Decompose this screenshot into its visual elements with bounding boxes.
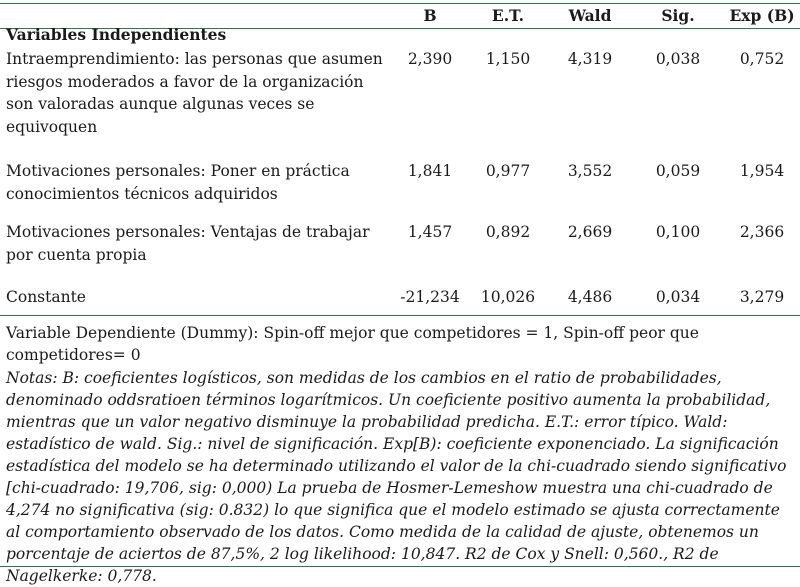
- header-b: B: [423, 6, 437, 25]
- row-3-b: -21,234: [400, 288, 460, 306]
- header-wald: Wald: [568, 6, 612, 25]
- row-2-et: 0,892: [485, 223, 531, 241]
- header-sig: Sig.: [661, 6, 695, 25]
- row-1-b: 1,841: [407, 162, 453, 180]
- row-2-sig: 0,100: [655, 223, 701, 241]
- table-top-rule: [0, 3, 800, 4]
- row-3-et: 10,026: [480, 288, 536, 306]
- row-3-wald: 4,486: [567, 288, 613, 306]
- row-1-et: 0,977: [485, 162, 531, 180]
- row-2-exp: 2,366: [739, 223, 785, 241]
- table-body-rule: [0, 315, 800, 316]
- row-2-wald: 2,669: [567, 223, 613, 241]
- row-3-exp: 3,279: [739, 288, 785, 306]
- row-0-sig: 0,038: [655, 50, 701, 68]
- row-2-b: 1,457: [407, 223, 453, 241]
- row-1-exp: 1,954: [739, 162, 785, 180]
- row-0-wald: 4,319: [567, 50, 613, 68]
- row-1-wald: 3,552: [567, 162, 613, 180]
- row-3-sig: 0,034: [655, 288, 701, 306]
- row-0-exp: 0,752: [739, 50, 785, 68]
- section-title: Variables Independientes: [6, 25, 227, 44]
- row-1-sig: 0,059: [655, 162, 701, 180]
- header-exp-b: Exp (B): [729, 6, 795, 25]
- row-label-intraemprendimiento: Intraemprendimiento: las personas que asumen riesgos moderados a favor de la organización son valoradas aunque algunas veces se equivoquen: [6, 50, 383, 136]
- row-label-constante: Constante: [6, 288, 86, 306]
- row-label-conocimientos: Motivaciones personales: Poner en práctica conocimientos técnicos adquiridos: [6, 162, 350, 203]
- dependent-variable-note: Variable Dependiente (Dummy): Spin-off mejor que competidores = 1, Spin-off peor que competidores= 0: [6, 324, 699, 364]
- row-label-cuenta-propia: Motivaciones personales: Ventajas de trabajar por cuenta propia: [6, 223, 370, 264]
- header-et: E.T.: [491, 6, 525, 25]
- row-0-b: 2,390: [407, 50, 453, 68]
- row-0-et: 1,150: [485, 50, 531, 68]
- table-notes: Notas: B: coeficientes logísticos, son medidas de los cambios en el ratio de probabilidades, denominado oddsratioen términos logarítmicos. Un coeficiente positivo aumenta la probabilidad, mientras que un valor negativo disminuye la probabilidad predicha. E.T.: error típico. Wald: estadístico de wald. Sig.: nivel de significación. Exp[B): coeficiente exponenciado. La significación estadística del modelo se ha determinado utilizando el valor de la chi-cuadrado siendo significativo [chi-cuadrado: 19,706, sig: 0,000) La prueba de Hosmer-Lemeshow muestra una chi-cuadrado de 4,274 no significativa (sig: 0.832) lo que significa que el modelo estimado se ajusta correctamente al comportamiento observado de los datos. Como medida de la calidad de ajuste, obtenemos un porcentaje de aciertos de 87,5%, 2 log likelihood: 10,847. R2 de Cox y Snell: 0,560., R2 de Nagelkerke: 0,778.: [6, 369, 787, 585]
